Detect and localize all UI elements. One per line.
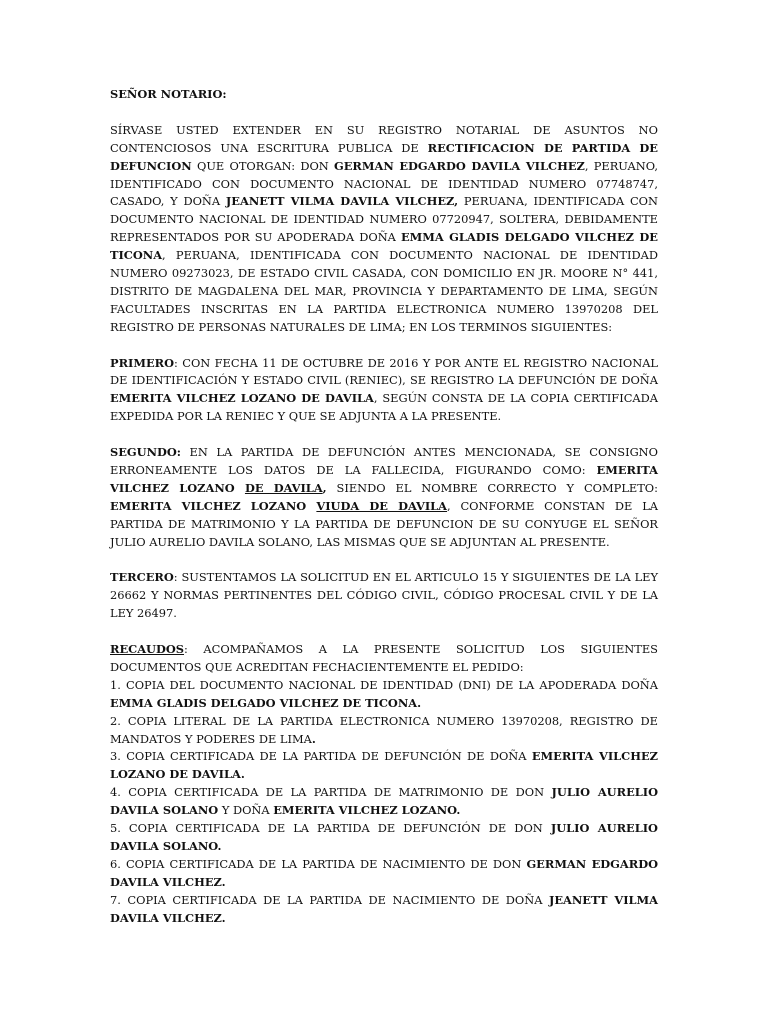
list-item: [110, 784, 658, 820]
segundo-bold-underlined: [316, 499, 447, 513]
list-item: [110, 892, 658, 928]
tercero-label: TERCERO: [110, 570, 174, 585]
intro-text: SÍRVASE USTED EXTENDER EN SU REGISTRO NOTARIAL DE ASUNTOS NO CONTENCIOSOS UNA ESCRITURA PUBLICA DE: [110, 122, 658, 155]
primero-bold-name: EMERITA VILCHEZ LOZANO DE DAVILA: [110, 391, 374, 406]
list-item-text: 7. COPIA CERTIFICADA DE LA PARTIDA DE NACIMIENTO DE DOÑA: [110, 892, 549, 907]
list-item-bold: EMERITA VILCHEZ LOZANO DE DAVILA: [110, 749, 658, 782]
segundo-label: SEGUNDO:: [110, 445, 181, 460]
list-item-text: 2. COPIA LITERAL DE LA PARTIDA ELECTRONICA NUMERO 13970208, REGISTRO DE MANDATOS Y PODERES DE LIMA: [110, 713, 658, 746]
list-item-bold: EMERITA VILCHEZ LOZANO.: [273, 803, 461, 818]
list-item-text: Y DOÑA: [218, 803, 274, 818]
list-item-text: 6. COPIA CERTIFICADA DE LA PARTIDA DE NACIMIENTO DE DON: [110, 856, 527, 871]
intro-text: , PERUANO, IDENTIFICADO CON DOCUMENTO NACIONAL DE IDENTIDAD NUMERO 07748747, CASADO, Y DOÑA: [110, 158, 659, 209]
list-item-text: 4. COPIA CERTIFICADA DE LA PARTIDA DE MATRIMONIO DE DON: [110, 785, 552, 800]
segundo-text: SIENDO EL NOMBRE CORRECTO Y COMPLETO:: [326, 480, 658, 495]
list-item-bold: .: [311, 731, 316, 746]
intro-paragraph: [110, 122, 658, 337]
recaudos-label-text: RECAUDOS: [110, 642, 185, 657]
list-item-bold: JEANETT VILMA DAVILA VILCHEZ.: [110, 892, 659, 925]
intro-bold-title: RECTIFICACION DE PARTIDA DE DEFUNCION: [110, 140, 658, 173]
segundo-bold-comma: ,: [322, 480, 327, 495]
recaudos-text: : ACOMPAÑAMOS A LA PRESENTE SOLICITUD LOS SIGUIENTES DOCUMENTOS QUE ACREDITAN FECHACIENTEMENTE EL PEDIDO:: [110, 642, 658, 674]
primero-label: PRIMERO: [110, 355, 175, 370]
list-item-text: 1. COPIA DEL DOCUMENTO NACIONAL DE IDENTIDAD (DNI) DE LA APODERADA DOÑA: [110, 677, 658, 692]
segundo-bold-underlined: [245, 481, 323, 495]
intro-text: , PERUANA, IDENTIFICADA CON DOCUMENTO NACIONAL DE IDENTIDAD NUMERO 09273023, DE ESTADO CIVIL CASADA, CON DOMICILIO EN JR. MOORE N° 441, DISTRITO DE MAGDALENA DEL MAR, PROVINCIA Y DEPARTAMENTO DE LIMA, SEGÚN FACULTADES INSCRITAS EN LA PARTIDA ELECTRONICA NUMERO 13970208 DEL REGISTRO DE PERSONAS NATURALES DE LIMA; EN LOS TERMINOS SIGUIENTES:: [110, 248, 658, 334]
tercero-paragraph: [110, 569, 658, 623]
intro-bold-name: JEANETT VILMA DAVILA VILCHEZ,: [225, 194, 459, 209]
intro-bold-name: EMMA GLADIS DELGADO VILCHEZ DE TICONA: [110, 230, 658, 263]
list-item-bold: JULIO AURELIO DAVILA SOLANO: [110, 785, 659, 818]
tercero-text: : SUSTENTAMOS LA SOLICITUD EN EL ARTICULO 15 Y SIGUIENTES DE LA LEY 26662 Y NORMAS PERTINENTES DEL CÓDIGO CIVIL, CÓDIGO PROCESAL CIVIL Y DE LA LEY 26497.: [110, 570, 658, 621]
recaudos-list: [110, 677, 658, 928]
intro-text: PERUANA, IDENTIFICADA CON DOCUMENTO NACIONAL DE IDENTIDAD NUMERO 07720947, SOLTERA, DEBIDAMENTE REPRESENTADOS POR SU APODERADA DOÑA: [110, 194, 658, 245]
intro-text: QUE OTORGAN: DON: [191, 158, 335, 173]
list-item-bold: .: [240, 767, 245, 782]
segundo-text: , CONFORME CONSTAN DE LA PARTIDA DE MATRIMONIO Y LA PARTIDA DE DEFUNCION DE SU CONYUGE EL SEÑOR JULIO AURELIO DAVILA SOLANO, LAS MISMAS QUE SE ADJUNTAN AL PRESENTE.: [110, 498, 658, 549]
primero-paragraph: [110, 355, 658, 427]
list-item-bold: JULIO AURELIO DAVILA SOLANO.: [110, 821, 658, 853]
segundo-text: EN LA PARTIDA DE DEFUNCIÓN ANTES MENCIONADA, SE CONSIGNO ERRONEAMENTE LOS DATOS DE LA FALLECIDA, FIGURANDO COMO:: [110, 445, 658, 477]
document-page: [110, 86, 658, 928]
document-heading: SEÑOR NOTARIO:: [110, 87, 227, 101]
segundo-underlined-text: DE DAVILA: [244, 480, 323, 495]
primero-text: , SEGÚN CONSTA DE LA COPIA CERTIFICADA EXPEDIDA POR LA RENIEC Y QUE SE ADJUNTA A LA PRESENTE.: [110, 391, 658, 424]
recaudos-paragraph: [110, 641, 658, 677]
list-item-text: 5. COPIA CERTIFICADA DE LA PARTIDA DE DEFUNCIÓN DE DON: [110, 821, 551, 836]
segundo-paragraph: [110, 444, 658, 551]
recaudos-label: [110, 642, 184, 656]
list-item-text: 3. COPIA CERTIFICADA DE LA PARTIDA DE DEFUNCIÓN DE DOÑA: [110, 749, 532, 764]
list-item: [110, 677, 658, 713]
list-item: [110, 856, 658, 892]
list-item: [110, 820, 658, 856]
segundo-underlined-text: VIUDA DE DAVILA: [316, 498, 448, 513]
segundo-bold-name: EMERITA VILCHEZ LOZANO: [110, 462, 658, 495]
segundo-bold-name: EMERITA VILCHEZ LOZANO: [110, 498, 317, 513]
list-item-bold: EMMA GLADIS DELGADO VILCHEZ DE TICONA.: [110, 695, 422, 710]
primero-text: : CON FECHA 11 DE OCTUBRE DE 2016 Y POR ANTE EL REGISTRO NACIONAL DE IDENTIFICACIÓN Y ESTADO CIVIL (RENIEC), SE REGISTRO LA DEFUNCIÓN DE DOÑA: [110, 355, 658, 388]
list-item: [110, 748, 658, 784]
list-item: [110, 713, 658, 749]
list-item-bold: GERMAN EDGARDO DAVILA VILCHEZ.: [110, 856, 658, 889]
intro-bold-name: GERMAN EDGARDO DAVILA VILCHEZ: [334, 158, 585, 173]
